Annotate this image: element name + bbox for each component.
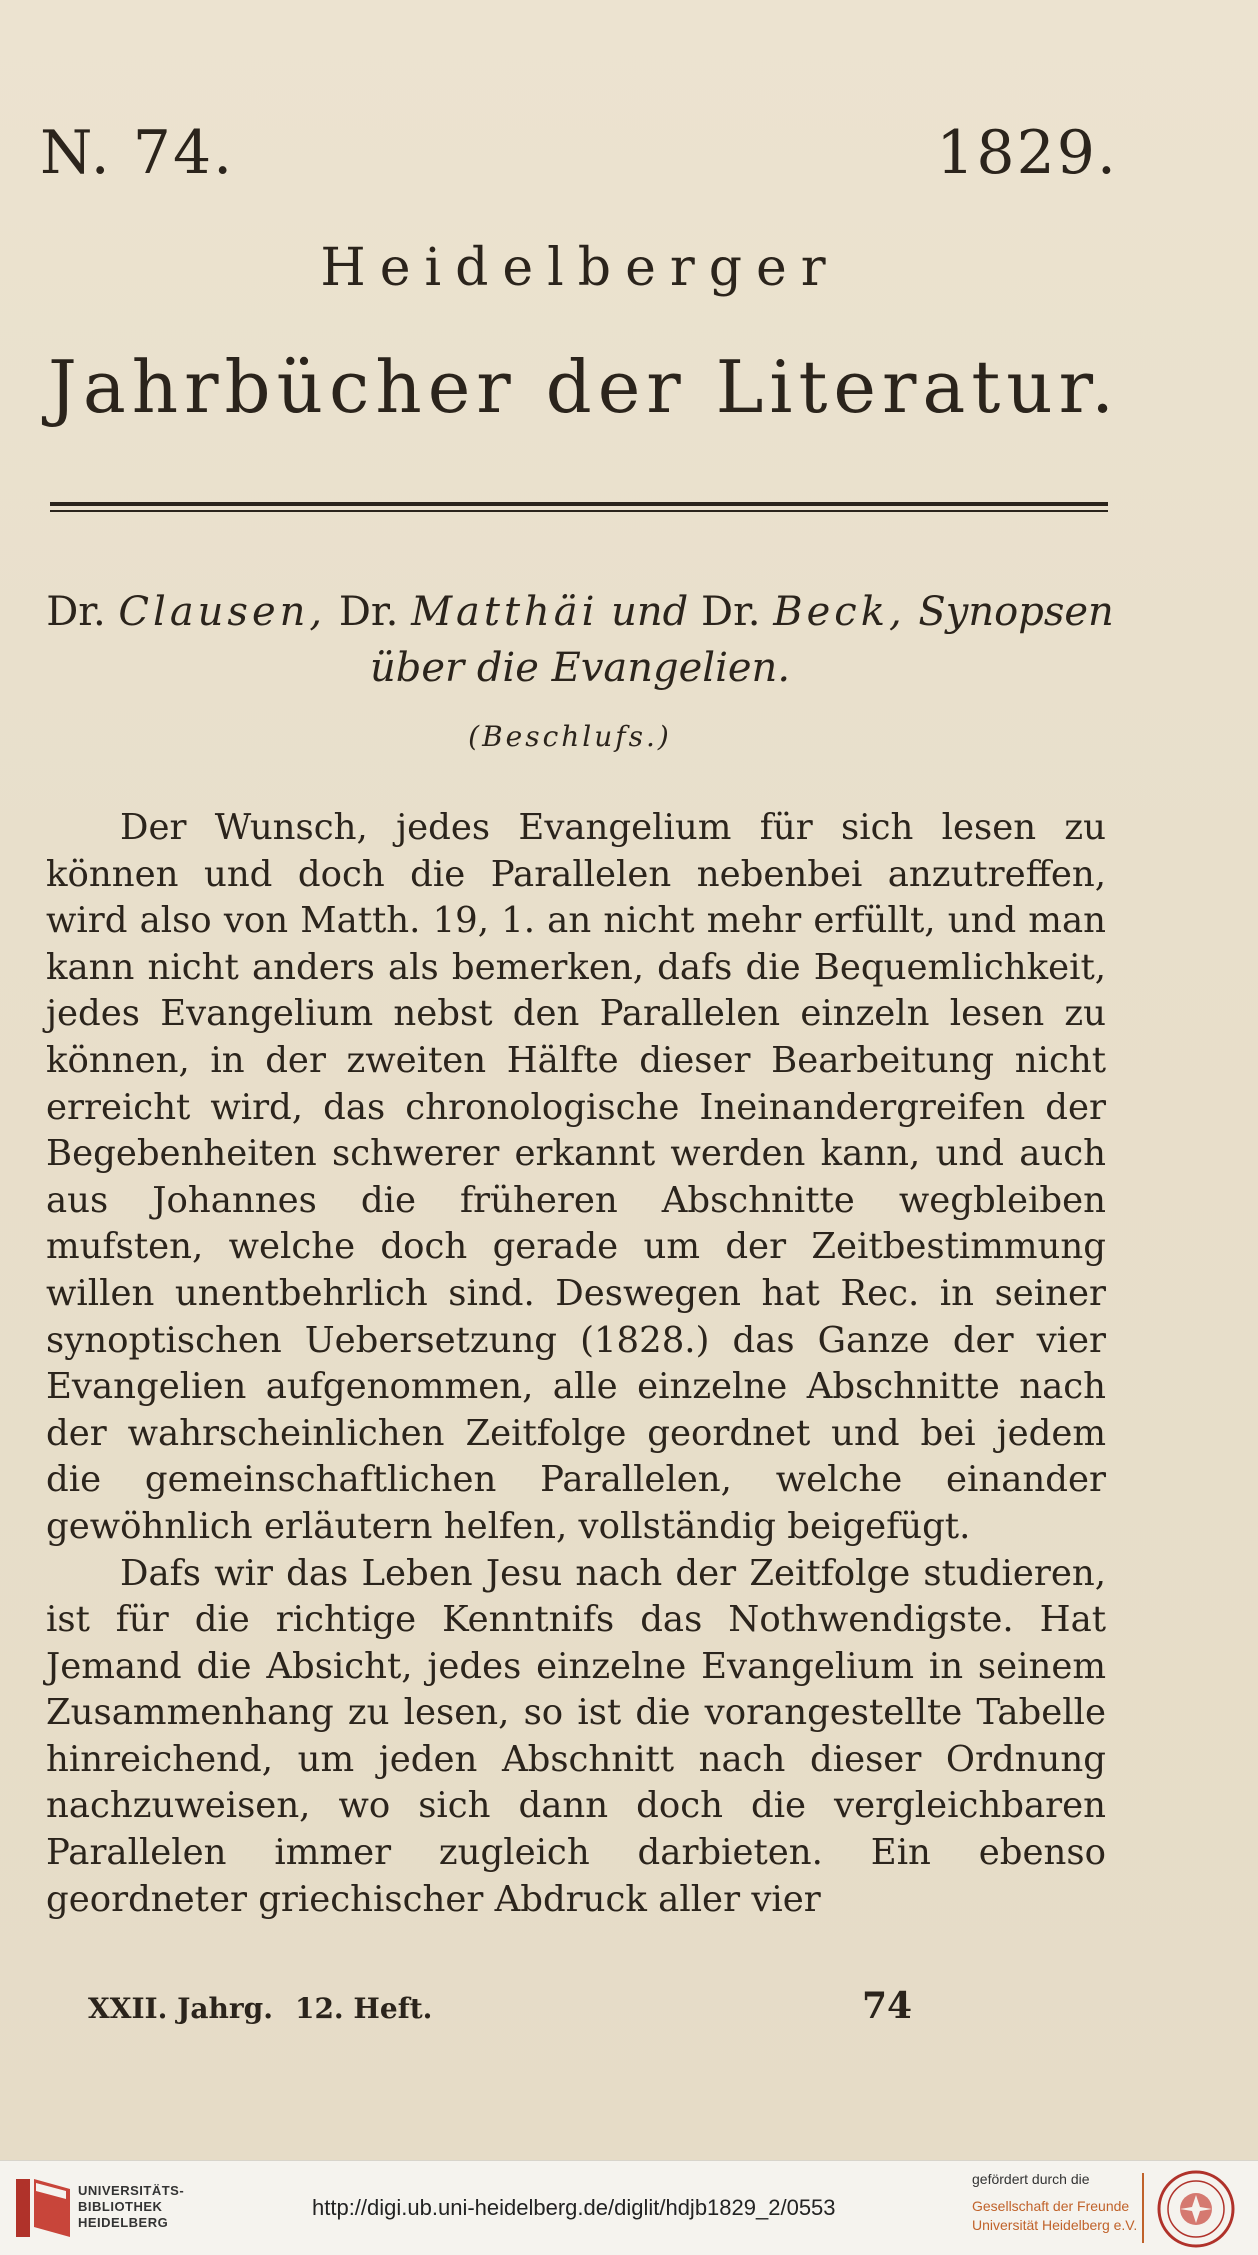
issue-number: N. 74. [40,118,235,188]
author-beck: Beck, [773,589,906,635]
paragraph-2: Dafs wir das Leben Jesu nach der Zeitfolge studieren, ist für die richtige Kenntnifs das Nothwendigste. Hat Jemand die Absicht, jedes einzelne Evangelium in seinem Zusammenhang zu lesen, so ist die vorangestellte Tabelle hinreichend, um jeden Abschnitt nach dieser Ordnung nachzuweisen, wo sich dann doch die vergleichbaren Parallelen immer zugleich darbieten. Ein ebenso geordneter griechischer Abdruck aller vier [46,1552,1106,1920]
library-name [78,2183,184,2231]
article-continuation-note: (Beschlufs.) [468,720,672,753]
author-matthaei: Matthäi [411,589,599,635]
author-clausen: Clausen, [118,589,327,635]
title-dr-1: Dr. [46,589,106,635]
article-title-line2: über die Evangelien. [369,645,791,691]
library-logo-icon [14,2175,72,2241]
library-name-line3: HEIDELBERG [78,2215,169,2230]
title-dr-3: Dr. [701,589,761,635]
journal-title-line1: Heidelberger [320,238,840,298]
sheet-number: 74 [862,1985,913,2027]
paragraph-1: Der Wunsch, jedes Evangelium für sich lesen zu können und doch die Parallelen nebenbei anzutreffen, wird also von Matth. 19, 1. an nicht mehr erfüllt, und man kann nicht anders als bemerken, dafs die Bequemlichkeit, jedes Evangelium nebst den Parallelen einzeln lesen zu können, in der zweiten Hälfte dieser Bearbeitung nicht erreicht wird, das chronologische Ineinandergreifen der Begebenheiten schwerer erkannt werden kann, und auch aus Johannes die früheren Abschnitte wegbleiben mufsten, welche doch gerade um der Zeitbestimmung willen unentbehrlich sind. Deswegen hat Rec. in seiner synoptischen Uebersetzung (1828.) das Ganze der vier Evangelien aufgenommen, alle einzelne Abschnitte nach der wahrscheinlichen Zeitfolge geordnet und bei jedem die gemeinschaftlichen Parallelen, welche einander gewöhnlich erläutern helfen, vollständig beigefügt. [46,807,1106,1547]
title-synopsen: Synopsen [918,589,1114,635]
signature-line [88,1992,454,2025]
title-dr-2: Dr. [338,589,399,635]
title-rule-thin [50,510,1108,512]
issue-label: 12. Heft. [294,1992,433,2025]
volume-label: XXII. Jahrg. [88,1992,273,2025]
university-seal-icon [1156,2169,1236,2249]
digitization-banner [0,2160,1258,2255]
journal-title-line2: Jahrbücher der Literatur. [47,345,1121,429]
page-header [40,118,1118,198]
permalink-url[interactable]: http://digi.ub.uni-heidelberg.de/diglit/hdjb1829_2/0553 [312,2195,836,2220]
sponsor-name-line1: Gesellschaft der Freunde [972,2198,1130,2214]
title-und: und [611,589,689,635]
article-title-line1 [40,584,1120,640]
article-title [40,584,1120,696]
supported-by-label: gefördert durch die [972,2171,1090,2187]
title-rule-thick [50,502,1108,506]
library-name-line1: UNIVERSITÄTS- [78,2183,185,2198]
issue-year: 1829. [936,118,1118,188]
library-name-line2: BIBLIOTHEK [78,2199,163,2214]
sponsor-name [972,2197,1137,2235]
sponsor-name-line2: Universität Heidelberg e.V. [972,2217,1138,2233]
banner-divider [1142,2173,1144,2243]
article-body [46,805,1106,1923]
